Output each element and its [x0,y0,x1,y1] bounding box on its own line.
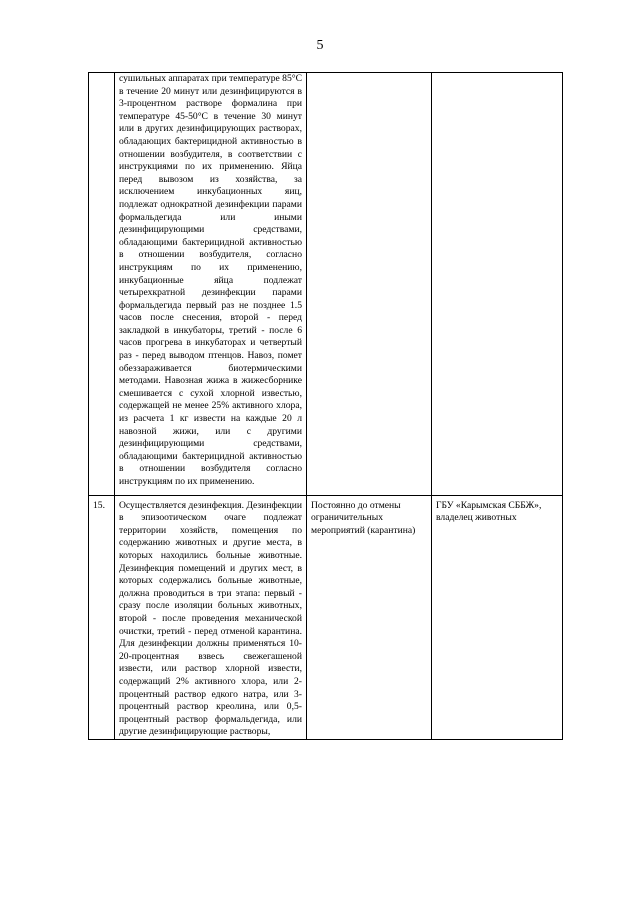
table-row [89,495,563,739]
row-term-cell [307,73,432,496]
measures-table [88,72,563,740]
row-description-cell [115,73,307,496]
row-term-cell: Постоянно до отмены ограничительных мероприятий (карантина) [307,495,432,739]
row-description-text: Осуществляется дезинфекция. Дезинфекции в эпизоотическом очаге подлежат территории хозяйств, помещения по содержанию животных и другие места, в которых находились больные животные. Дезинфекция помещений и других мест, в которых содержались больные животные, должна проводиться в три этапа: первый - сразу после изоляции больных животных, второй - после проведения механической очистки, третий - перед отменой карантина. Для дезинфекции должны применяться 10-20-процентная взвесь свежегашеной извести, или раствор хлорной извести, содержащий 2% активного хлора, или 2-процентный раствор едкого натра, или 3-процентный раствор креолина, или 0,5-процентный раствор формальдегида, или другие дезинфицирующие растворы, [119,499,302,738]
page-number: 5 [316,38,324,53]
table-row [89,73,563,496]
row-number-cell: 15. [89,495,115,739]
row-responsible-cell: ГБУ «Карымская СББЖ», владелец животных [432,495,563,739]
row-responsible-cell [432,73,563,496]
row-number-cell [89,73,115,496]
row-description-cell [115,495,307,739]
row-description-text: сушильных аппаратах при температуре 85°С в течение 20 минут или дезинфицируются в 3-процентном растворе формалина при температуре 45-50°С в течение 30 минут или в других дезинфицирующих растворах, обладающих бактерицидной активностью в отношении возбудителя, в соответствии с инструкциями по их применению. Яйца перед вывозом из хозяйства, за исключением инкубационных яиц, подлежат однократной дезинфекции парами формальдегида или иными дезинфицирующими средствами, обладающими бактерицидной активностью в отношении возбудителя, согласно инструкциям по их применению, инкубационные яйца подлежат четырехкратной дезинфекции парами формальдегида первый раз не позднее 1.5 часов после снесения, второй - перед закладкой в инкубаторы, третий - после 6 часов прогрева в инкубаторах и четвертый раз - перед выводом птенцов. Навоз, помет обеззараживается биотермическими методами. Навозная жижа в жижесборнике смешивается с сухой хлорной известью, содержащей не менее 25% активного хлора, из расчета 1 кг извести на каждые 20 л навозной жижи, или с другими дезинфицирующими средствами, обладающими бактерицидной активностью в отношении возбудителя согласно инструкциям по их применению. [119,73,302,487]
